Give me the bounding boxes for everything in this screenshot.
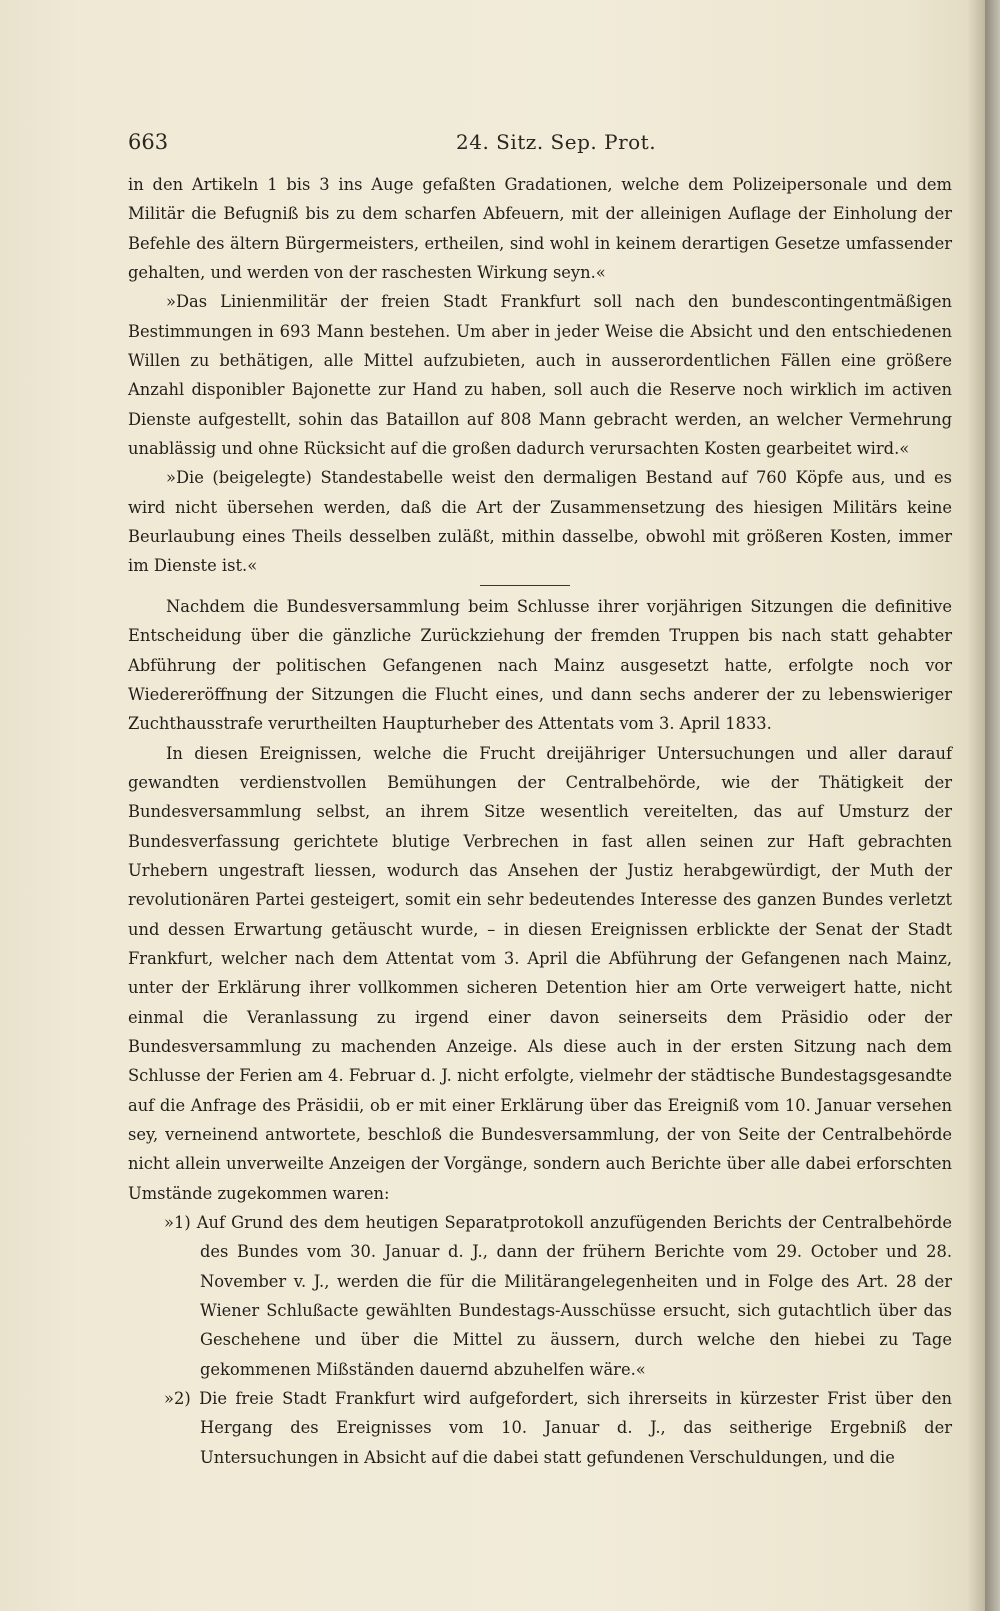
page-number: 663 <box>128 130 169 154</box>
document-body <box>128 170 952 1472</box>
section-separator-line <box>480 585 570 586</box>
paragraph-continuation: in den Artikeln 1 bis 3 ins Auge gefaßten Gradationen, welche dem Polizeipersonale und dem Militär die Befugniß bis zu dem scharfen Abfeuern, mit der alleinigen Auflage der Einholung der Befehle des ältern Bürgermeisters, ertheilen, sind wohl in keinem derartigen Gesetze umfassender gehalten, und werden von der raschesten Wirkung seyn.« <box>128 175 952 283</box>
paragraph-quote-standestabelle: »Die (beigelegte) Standestabelle weist den dermaligen Bestand auf 760 Köpfe aus, und es wird nicht übersehen werden, daß die Art der Zusammensetzung des hiesigen Militärs keine Beurlaubung eines Theils desselben zuläßt, mithin dasselbe, obwohl mit größeren Kosten, immer im Dienste ist.« <box>128 468 952 576</box>
paragraph-quote-linienmilitaer: »Das Linienmilitär der freien Stadt Frankfurt soll nach den bundescontingentmäßigen Bestimmungen in 693 Mann bestehen. Um aber in jeder Weise die Absicht und den entschiedenen Willen zu bethätigen, alle Mittel aufzubieten, auch in ausserordentlichen Fällen eine größere Anzahl disponibler Bajonette zur Hand zu haben, soll auch die Reserve noch wirklich im activen Dienste aufgestellt, sohin das Bataillon auf 808 Mann gebracht werden, an welcher Vermehrung unablässig und ohne Rücksicht auf die großen dadurch verursachten Kosten gearbeitet wird.« <box>128 292 952 459</box>
resolution-item-2: »2) Die freie Stadt Frankfurt wird aufgefordert, sich ihrerseits in kürzester Frist über den Hergang des Ereignisses vom 10. Januar d. J., das seitherige Ergebniß der Untersuchungen in Absicht auf die dabei statt gefundenen Verschuldungen, und die <box>164 1389 952 1467</box>
page-edge-shadow <box>985 0 1000 1611</box>
paragraph-bundesversammlung: Nachdem die Bundesversammlung beim Schlusse ihrer vorjährigen Sitzungen die definitive Entscheidung über die gänzliche Zurückziehung der fremden Truppen bis nach statt gehabter Abführung der politischen Gefangenen nach Mainz ausgesetzt hatte, erfolgte noch vor Wiedereröffnung der Sitzungen die Flucht eines, und dann sechs anderer der zu lebenswieriger Zuchthausstrafe verurtheilten Haupturheber des Attentats vom 3. April 1833. <box>128 596 952 734</box>
paragraph-ereignisse: In diesen Ereignissen, welche die Frucht dreijähriger Untersuchungen und aller darauf gewandten verdienstvollen Bemühungen der Centralbehörde, wie der Thätigkeit der Bundesversammlung selbst, an ihrem Sitze wesentlich vereitelten, das auf Umsturz der Bundesverfassung gerichtete blutige Verbrechen in fast allen seinen zur Haft gebrachten Urhebern ungestraft liessen, wodurch das Ansehen der Justiz herabgewürdigt, der Muth der revolutionären Partei gesteigert, somit ein sehr bedeutendes Interesse des ganzen Bundes verletzt und dessen Erwartung getäuscht wurde, – in diesen Ereignissen erblickte der Senat der Stadt Frankfurt, welcher nach dem Attentat vom 3. April die Abführung der Gefangenen nach Mainz, unter der Erklärung ihrer vollkommen sicheren Detention hier am Orte verweigert hatte, nicht einmal die Veranlassung zu irgend einer davon seinerseits dem Präsidio oder der Bundesversammlung zu machenden Anzeige. Als diese auch in der ersten Sitzung nach dem Schlusse der Ferien am 4. Februar d. J. nicht erfolgte, vielmehr der städtische Bundestagsgesandte auf die Anfrage des Präsidii, ob er mit einer Erklärung über das Ereigniß vom 10. Januar versehen sey, verneinend antwortete, beschloß die Bundesversammlung, der von Seite der Centralbehörde nicht allein unverweilte Anzeigen der Vorgänge, sondern auch Berichte über alle dabei erforschten Umstände zugekommen waren: <box>128 743 952 1203</box>
running-title: 24. Sitz. Sep. Prot. <box>456 130 657 154</box>
resolution-item-1: »1) Auf Grund des dem heutigen Separatprotokoll anzufügenden Berichts der Centralbehörde des Bundes vom 30. Januar d. J., dann der frühern Berichte vom 29. October und 28. November v. J., werden die für die Militärangelegenheiten und in Folge des Art. 28 der Wiener Schlußacte gewählten Bundestags-Ausschüsse ersucht, sich gutachtlich über das Geschehene und über die Mittel zu äussern, durch welche den hiebei zu Tage gekommenen Mißständen dauernd abzuhelfen wäre.« <box>164 1213 952 1379</box>
page-header <box>128 130 948 158</box>
